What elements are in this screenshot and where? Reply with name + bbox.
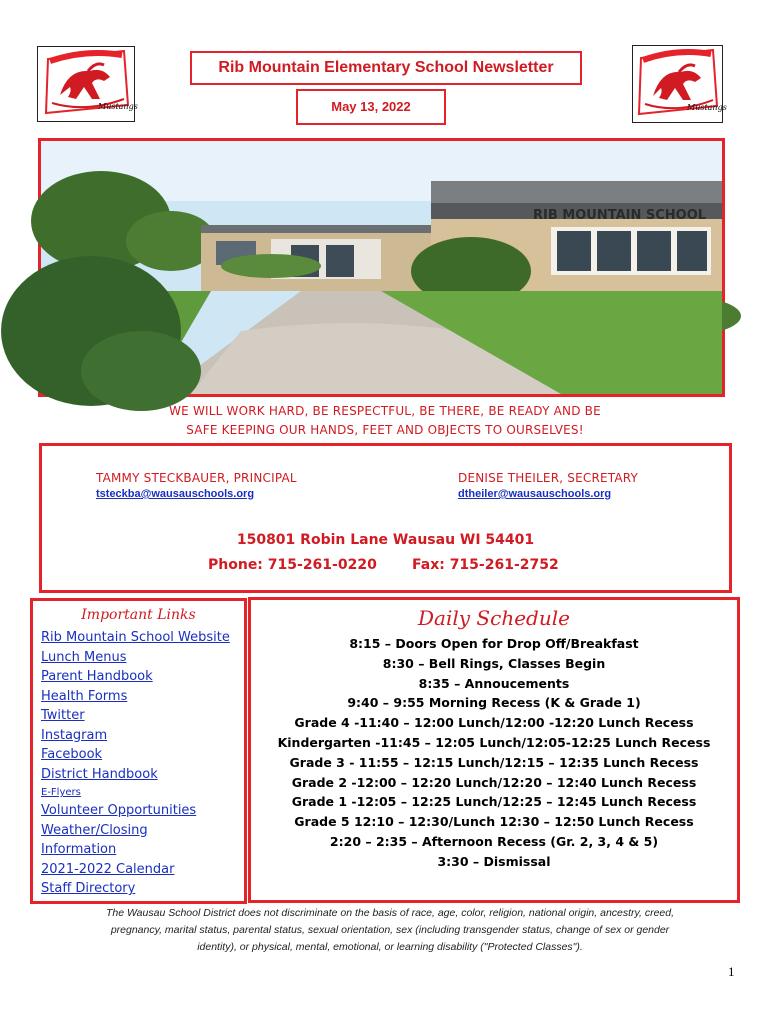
link-twitter[interactable]: Twitter (41, 708, 85, 723)
schedule-item: 2:20 – 2:35 – Afternoon Recess (Gr. 2, 3, 4 & 5) (329, 833, 659, 849)
school-address: 150801 Robin Lane Wausau WI 54401 (236, 532, 535, 548)
schedule-item: Grade 2 -12:00 – 12:20 Lunch/12:20 – 12:40 Lunch Recess (291, 774, 697, 790)
schedule-item: 9:40 – 9:55 Morning Recess (K & Grade 1) (347, 695, 641, 711)
newsletter-date: May 13, 2022 (296, 89, 446, 125)
link-school-website[interactable]: Rib Mountain School Website (41, 630, 230, 645)
contact-info-box (39, 443, 732, 593)
schedule-title: Daily Schedule (418, 606, 570, 630)
schedule-item: Grade 4 -11:40 – 12:00 Lunch/12:00 -12:20 Lunch Recess (294, 715, 694, 731)
svg-text:Mustangs: Mustangs (687, 103, 727, 112)
principal-email-link[interactable]: tsteckba@wausauschools.org (96, 488, 255, 500)
schedule-item: 8:30 – Bell Rings, Classes Begin (382, 655, 606, 671)
link-calendar[interactable]: 2021-2022 Calendar (41, 861, 175, 877)
daily-schedule-box (248, 597, 740, 903)
footer-line-3: identity), or physical, mental, emotional, or learning disability ("Protected Classes"). (197, 941, 583, 953)
page-number: 1 (728, 964, 735, 979)
schedule-item: Grade 5 12:10 – 12:30/Lunch 12:30 – 12:50 Lunch Recess (294, 814, 694, 830)
link-lunch-menus[interactable]: Lunch Menus (41, 649, 127, 665)
school-motto (120, 402, 650, 440)
schedule-item: 8:15 – Doors Open for Drop Off/Breakfast (349, 636, 639, 651)
school-sign-text: RIB MOUNTAIN SCHOOL (533, 208, 707, 223)
schedule-list (251, 634, 737, 872)
link-staff-directory[interactable]: Staff Directory (41, 881, 136, 896)
newsletter-title: Rib Mountain Elementary School Newsletter (190, 51, 582, 85)
motto-line-1: WE WILL WORK HARD, BE RESPECTFUL, BE THERE, BE READY AND BE (169, 404, 601, 418)
motto-line-2: SAFE KEEPING OUR HANDS, FEET AND OBJECTS TO OURSELVES! (186, 423, 584, 437)
important-links-box (30, 598, 247, 904)
link-volunteer-opportunities[interactable]: Volunteer Opportunities (41, 803, 197, 818)
link-parent-handbook[interactable]: Parent Handbook (41, 669, 153, 684)
nondiscrimination-statement (60, 905, 720, 956)
schedule-item: 8:35 – Annoucements (418, 675, 570, 691)
schedule-item: Grade 1 -12:05 – 12:25 Lunch/12:25 – 12:45 Lunch Recess (291, 794, 697, 810)
link-instagram[interactable]: Instagram (41, 727, 108, 743)
schedule-item: 3:30 – Dismissal (437, 853, 551, 869)
svg-text:Mustangs: Mustangs (98, 102, 138, 111)
footer-line-2: pregnancy, marital status, parental status, sexual orientation, sex (including transgender status, change of sex or gender (110, 924, 670, 936)
secretary-name: DENISE THEILER, SECRETARY (458, 471, 639, 485)
link-e-flyers[interactable]: E-Flyers (41, 787, 81, 798)
school-logo-left (37, 46, 138, 122)
links-title: Important Links (81, 607, 196, 623)
school-photo (38, 138, 725, 397)
school-phone: Phone: 715-261-0220 (208, 557, 377, 573)
footer-line-1: The Wausau School District does not discriminate on the basis of race, age, color, religion, national origin, ancestry, creed, (105, 907, 675, 919)
links-list (41, 628, 230, 899)
schedule-item: Grade 3 - 11:55 – 12:15 Lunch/12:15 – 12:35 Lunch Recess (289, 754, 699, 770)
link-information[interactable]: Information (41, 842, 117, 857)
link-district-handbook[interactable]: District Handbook (41, 766, 158, 782)
principal-name: TAMMY STECKBAUER, PRINCIPAL (96, 471, 297, 485)
schedule-item: Kindergarten -11:45 – 12:05 Lunch/12:05-12:25 Lunch Recess (277, 734, 711, 750)
school-logo-right (632, 45, 727, 123)
school-fax: Fax: 715-261-2752 (412, 557, 559, 573)
link-facebook[interactable]: Facebook (41, 747, 103, 762)
link-weather-closing[interactable]: Weather/Closing (41, 822, 148, 838)
link-health-forms[interactable]: Health Forms (41, 688, 128, 704)
secretary-email-link[interactable]: dtheiler@wausauschools.org (458, 488, 612, 500)
